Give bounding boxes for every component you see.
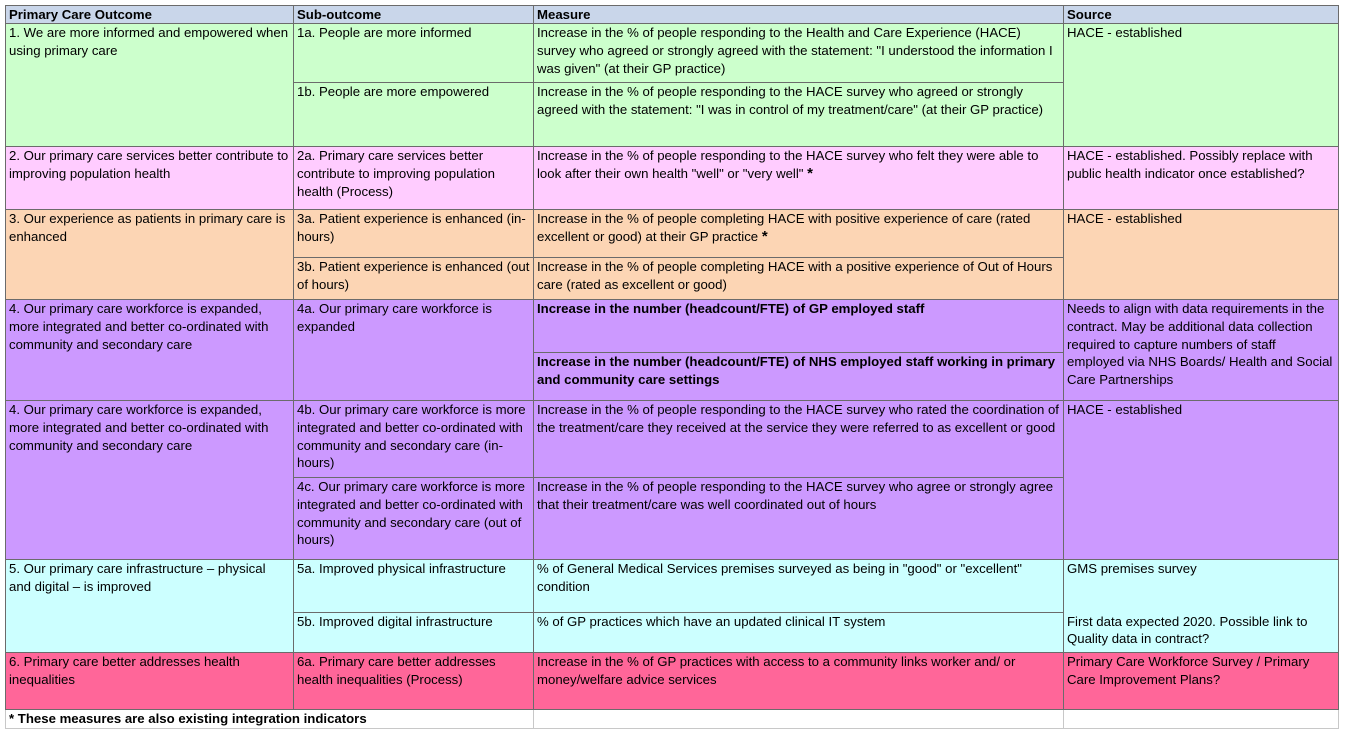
header-measure[interactable]: Measure: [534, 6, 1064, 24]
sub-outcome-cell[interactable]: 1b. People are more empowered: [294, 83, 534, 147]
measure-text: Increase in the % of people responding to the HACE survey who felt they were able to look after their own health "well" or "very well": [537, 148, 1039, 181]
header-row: [6, 6, 1339, 24]
sub-outcome-cell[interactable]: 4c. Our primary care workforce is more integrated and better co-ordinated with community and secondary care (out of hours): [294, 478, 534, 560]
header-source[interactable]: Source: [1064, 6, 1339, 24]
source-cell[interactable]: HACE - established: [1064, 210, 1339, 300]
outcome-cell[interactable]: 6. Primary care better addresses health inequalities: [6, 653, 294, 710]
table-row: [6, 24, 1339, 83]
table-row: [6, 210, 1339, 258]
measure-cell[interactable]: [534, 147, 1064, 210]
measure-cell[interactable]: [534, 210, 1064, 258]
table-row: [6, 560, 1339, 613]
measure-cell[interactable]: Increase in the % of people completing HACE with a positive experience of Out of Hours care (rated as excellent or good): [534, 258, 1064, 300]
measure-cell[interactable]: Increase in the % of people responding to the Health and Care Experience (HACE) survey who agreed or strongly agreed with the statement: "I understood the information I was given" (at their GP practice): [534, 24, 1064, 83]
footnote[interactable]: * These measures are also existing integration indicators: [6, 710, 534, 729]
table-row: [6, 300, 1339, 353]
footnote-row: [6, 710, 1339, 729]
sub-outcome-cell[interactable]: 4a. Our primary care workforce is expanded: [294, 300, 534, 401]
sub-outcome-cell[interactable]: 3a. Patient experience is enhanced (in-hours): [294, 210, 534, 258]
table-row: [6, 401, 1339, 478]
sub-outcome-cell[interactable]: 6a. Primary care better addresses health inequalities (Process): [294, 653, 534, 710]
measure-cell[interactable]: Increase in the number (headcount/FTE) of NHS employed staff working in primary and community care settings: [534, 353, 1064, 401]
measure-cell[interactable]: Increase in the % of people responding to the HACE survey who agreed or strongly agreed with the statement: "I was in control of my treatment/care" (at their GP practice): [534, 83, 1064, 147]
source-cell[interactable]: GMS premises survey: [1064, 560, 1339, 613]
table-row: [6, 653, 1339, 710]
measure-cell[interactable]: % of GP practices which have an updated clinical IT system: [534, 613, 1064, 653]
measure-text: Increase in the % of people completing HACE with positive experience of care (rated excellent or good) at their GP practice: [537, 211, 1031, 244]
header-outcome[interactable]: Primary Care Outcome: [6, 6, 294, 24]
sub-outcome-cell[interactable]: 2a. Primary care services better contribute to improving population health (Process): [294, 147, 534, 210]
outcomes-table: [5, 5, 1339, 729]
source-cell[interactable]: Needs to align with data requirements in the contract. May be additional data collection required to capture numbers of staff employed via NHS Boards/ Health and Social Care Partnerships: [1064, 300, 1339, 401]
empty-cell[interactable]: [534, 710, 1064, 729]
outcome-cell[interactable]: 5. Our primary care infrastructure – physical and digital – is improved: [6, 560, 294, 653]
source-cell[interactable]: Primary Care Workforce Survey / Primary Care Improvement Plans?: [1064, 653, 1339, 710]
measure-cell[interactable]: Increase in the % of people responding to the HACE survey who agree or strongly agree that their treatment/care was well coordinated out of hours: [534, 478, 1064, 560]
sub-outcome-cell[interactable]: 5a. Improved physical infrastructure: [294, 560, 534, 613]
outcome-cell[interactable]: 1. We are more informed and empowered when using primary care: [6, 24, 294, 147]
outcome-cell[interactable]: 4. Our primary care workforce is expanded, more integrated and better co-ordinated with community and secondary care: [6, 300, 294, 401]
table-row: [6, 147, 1339, 210]
empty-cell[interactable]: [1064, 710, 1339, 729]
source-cell[interactable]: HACE - established: [1064, 24, 1339, 147]
outcome-cell[interactable]: 2. Our primary care services better contribute to improving population health: [6, 147, 294, 210]
sub-outcome-cell[interactable]: 1a. People are more informed: [294, 24, 534, 83]
measure-cell[interactable]: Increase in the % of GP practices with access to a community links worker and/ or money/welfare advice services: [534, 653, 1064, 710]
measure-cell[interactable]: % of General Medical Services premises surveyed as being in "good" or "excellent" condition: [534, 560, 1064, 613]
outcome-cell[interactable]: 4. Our primary care workforce is expanded, more integrated and better co-ordinated with community and secondary care: [6, 401, 294, 560]
sub-outcome-cell[interactable]: 3b. Patient experience is enhanced (out of hours): [294, 258, 534, 300]
sub-outcome-cell[interactable]: 4b. Our primary care workforce is more integrated and better co-ordinated with community and secondary care (in-hours): [294, 401, 534, 478]
source-cell[interactable]: HACE - established: [1064, 401, 1339, 560]
sub-outcome-cell[interactable]: 5b. Improved digital infrastructure: [294, 613, 534, 653]
asterisk-marker: *: [761, 227, 768, 245]
source-cell[interactable]: HACE - established. Possibly replace with public health indicator once established?: [1064, 147, 1339, 210]
asterisk-marker: *: [807, 164, 813, 182]
source-cell[interactable]: First data expected 2020. Possible link to Quality data in contract?: [1064, 613, 1339, 653]
measure-cell[interactable]: Increase in the number (headcount/FTE) of GP employed staff: [534, 300, 1064, 353]
outcome-cell[interactable]: 3. Our experience as patients in primary care is enhanced: [6, 210, 294, 300]
header-sub-outcome[interactable]: Sub-outcome: [294, 6, 534, 24]
measure-cell[interactable]: Increase in the % of people responding to the HACE survey who rated the coordination of the treatment/care they received at the service they were referred to as excellent or good: [534, 401, 1064, 478]
